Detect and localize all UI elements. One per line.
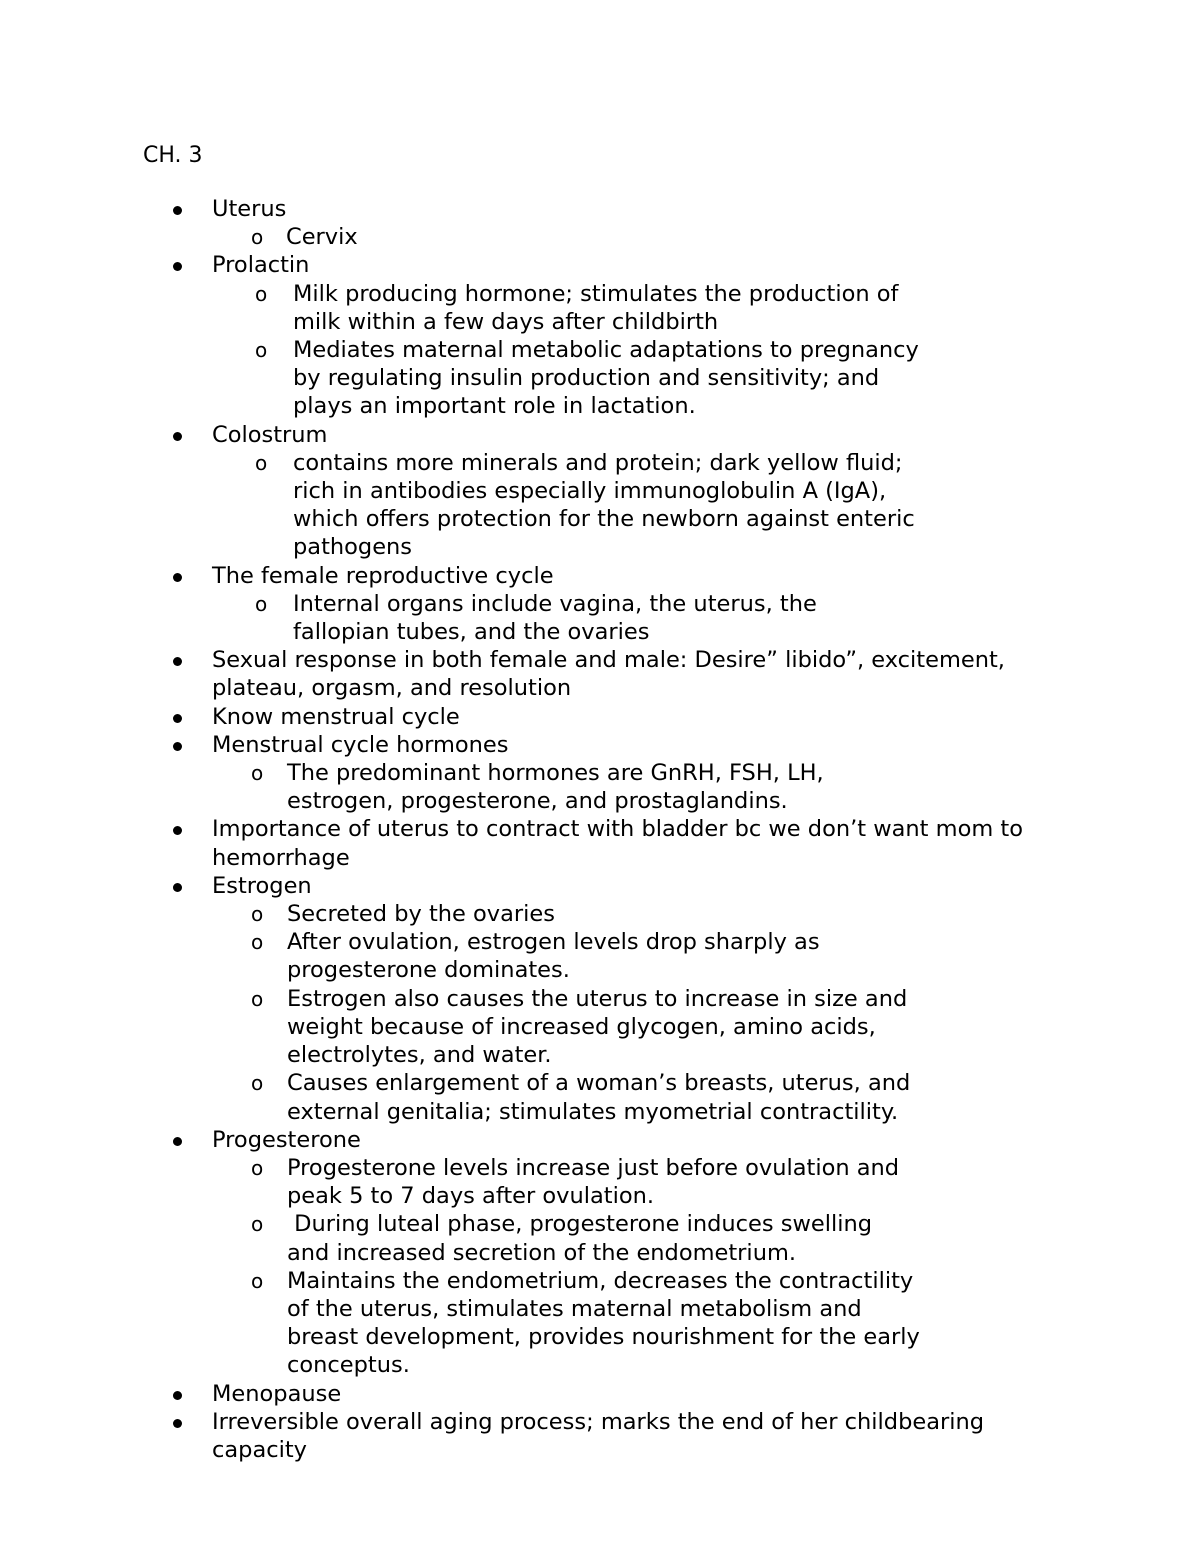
sub-list-item-text: Secreted by the ovaries — [287, 901, 555, 928]
list-item-female-reproductive-cycle — [0, 562, 1200, 647]
circle-bullet-icon: o — [255, 338, 268, 363]
circle-bullet-icon: o — [251, 225, 264, 250]
list-item-menopause — [0, 1380, 1200, 1408]
sub-list-item-text: Cervix — [286, 224, 358, 251]
sub-list-item — [0, 900, 1060, 928]
list-item-text: Estrogen — [212, 872, 312, 899]
bullet-icon — [173, 1419, 182, 1428]
list-item-colostrum — [0, 421, 1200, 562]
circle-bullet-icon: o — [255, 281, 268, 306]
list-item-text: Know menstrual cycle — [212, 703, 460, 730]
sub-list — [212, 223, 1060, 251]
list-item-text: Importance of uterus to contract with bladder bc we don’t want mom to hemorrhage — [212, 816, 1023, 871]
circle-bullet-icon: o — [251, 902, 264, 927]
bullet-icon — [173, 1391, 182, 1400]
sub-list-item-text: Internal organs include vagina, the uterus, the fallopian tubes, and the ovaries — [293, 590, 817, 646]
circle-bullet-icon: o — [251, 1071, 264, 1096]
list-item-sexual-response — [0, 646, 1200, 702]
bullet-icon — [173, 742, 182, 751]
list-item-uterus — [0, 195, 1200, 251]
circle-bullet-icon: o — [255, 591, 268, 616]
list-item-text: Irreversible overall aging process; marks the end of her childbearing capacity — [212, 1408, 985, 1463]
sub-list-item — [0, 1267, 1060, 1380]
sub-list-item — [0, 590, 1060, 646]
circle-bullet-icon: o — [251, 986, 264, 1011]
sub-list-item-text: Estrogen also causes the uterus to increase in size and weight because of increased glycogen, amino acids, electrolytes, and water. — [287, 985, 908, 1069]
list-item-text: Sexual response in both female and male: Desire” libido”, excitement, plateau, orgasm, and resolution — [212, 647, 1005, 702]
sub-list — [212, 449, 1060, 562]
circle-bullet-icon: o — [251, 930, 264, 955]
sub-list-item-text: The predominant hormones are GnRH, FSH, LH, estrogen, progesterone, and prostaglandins. — [287, 760, 824, 815]
sub-list-item — [0, 223, 1060, 251]
circle-bullet-icon: o — [251, 1268, 264, 1293]
bullet-icon — [173, 1137, 182, 1146]
sub-list-item — [0, 985, 1060, 1070]
list-item-text: The female reproductive cycle — [212, 562, 554, 589]
bullet-icon — [173, 573, 182, 582]
sub-list-item-text: Maintains the endometrium, decreases the contractility of the uterus, stimulates maternal metabolism and breast development, provides nourishment for the early conceptus. — [287, 1267, 920, 1379]
circle-bullet-icon: o — [251, 1212, 264, 1237]
circle-bullet-icon: o — [251, 761, 264, 786]
sub-list-item — [0, 449, 1060, 562]
list-item-text: Progesterone — [212, 1126, 361, 1153]
sub-list-item — [0, 759, 1060, 815]
sub-list-item-text: During luteal phase, progesterone induces swelling and increased secretion of the endometrium. — [287, 1211, 880, 1266]
list-item-text: Prolactin — [212, 252, 310, 279]
sub-list — [212, 590, 1060, 646]
sub-list-item — [0, 280, 1060, 336]
list-item-prolactin — [0, 251, 1200, 420]
sub-list-item-text: Milk producing hormone; stimulates the production of milk within a few days after childbirth — [293, 280, 899, 335]
sub-list-item-text: contains more minerals and protein; dark yellow fluid; rich in antibodies especially immunoglobulin A (IgA), which offers protection for the newborn against enteric pathogens — [293, 449, 915, 561]
bullet-icon — [173, 883, 182, 892]
sub-list — [212, 1154, 1060, 1380]
list-item-text: Menopause — [212, 1380, 342, 1407]
sub-list — [212, 280, 1060, 421]
bullet-icon — [173, 657, 182, 666]
list-item-know-menstrual-cycle — [0, 703, 1200, 731]
sub-list-item-text: After ovulation, estrogen levels drop sharply as progesterone dominates. — [287, 929, 820, 984]
list-item-menstrual-cycle-hormones — [0, 731, 1200, 816]
circle-bullet-icon: o — [255, 450, 268, 475]
circle-bullet-icon: o — [251, 1155, 264, 1180]
list-item-progesterone — [0, 1126, 1200, 1380]
notes-list — [0, 195, 1200, 1464]
sub-list-item — [0, 928, 1060, 984]
list-item-text: Colostrum — [212, 421, 328, 448]
list-item-importance-of-uterus — [0, 815, 1200, 871]
sub-list — [212, 900, 1060, 1126]
sub-list-item — [0, 1154, 1060, 1210]
sub-list-item — [0, 1069, 1060, 1125]
bullet-icon — [173, 714, 182, 723]
list-item-text: Uterus — [212, 196, 287, 222]
sub-list-item-text: Causes enlargement of a woman’s breasts, uterus, and external genitalia; stimulates myometrial contractility. — [287, 1070, 911, 1125]
page-title: CH. 3 — [143, 143, 203, 168]
bullet-icon — [173, 432, 182, 441]
list-item-estrogen — [0, 872, 1200, 1126]
sub-list — [212, 759, 1060, 815]
sub-list-item — [0, 1210, 1060, 1266]
list-item-irreversible-aging — [0, 1408, 1200, 1464]
list-item-text: Menstrual cycle hormones — [212, 731, 509, 758]
bullet-icon — [173, 262, 182, 271]
sub-list-item-text: Progesterone levels increase just before ovulation and peak 5 to 7 days after ovulation. — [287, 1154, 900, 1210]
sub-list-item-text: Mediates maternal metabolic adaptations to pregnancy by regulating insulin production and sensitivity; and plays an important role in lactation. — [293, 337, 919, 420]
bullet-icon — [173, 826, 182, 835]
bullet-icon — [173, 206, 182, 215]
sub-list-item — [0, 336, 1060, 421]
